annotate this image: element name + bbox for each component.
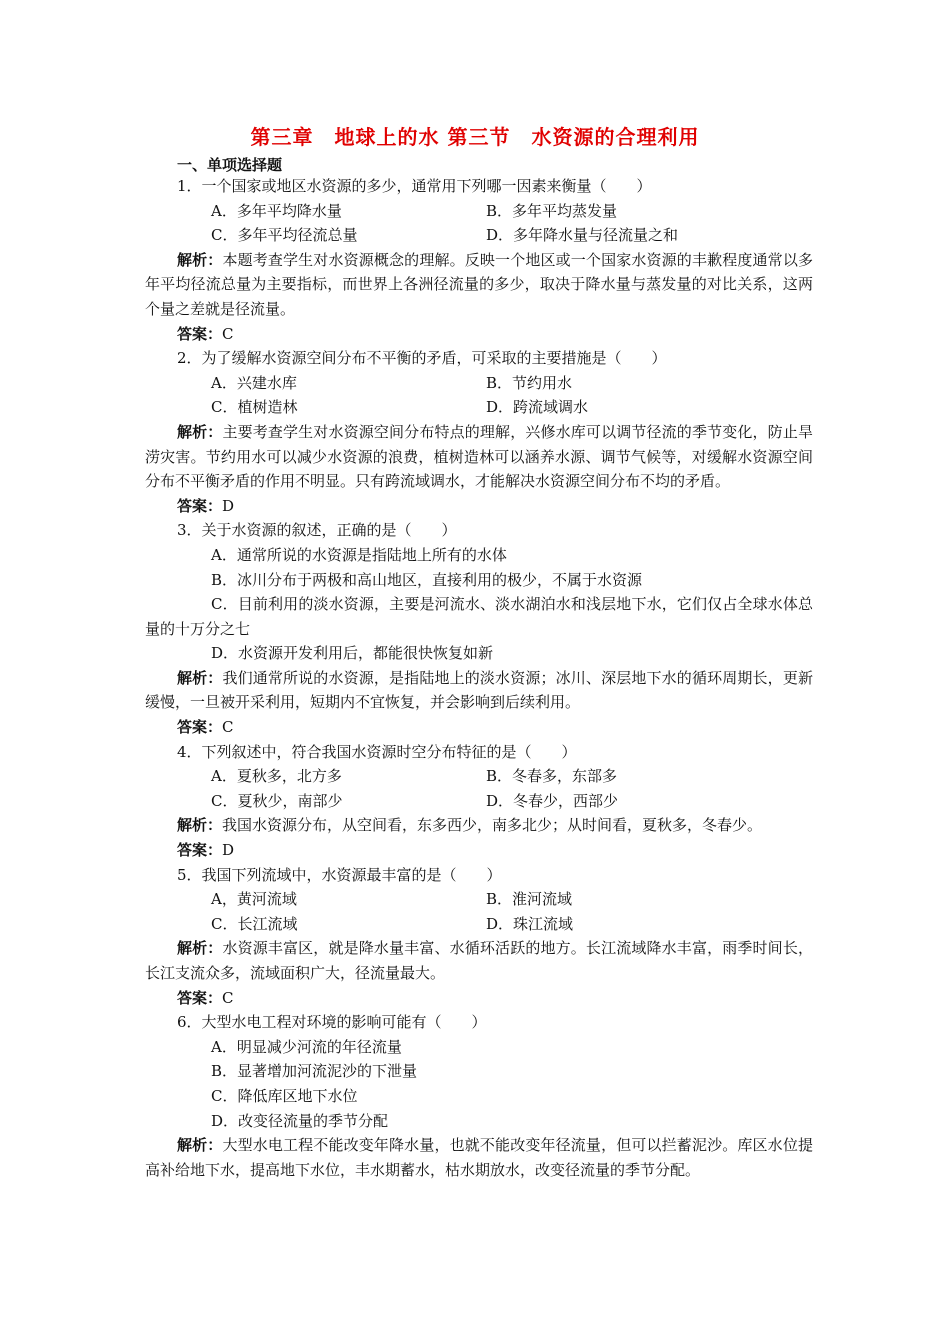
option-row (145, 887, 813, 912)
analysis (145, 666, 813, 715)
option: C．降低库区地下水位 (211, 1086, 358, 1105)
option: A．通常所说的水资源是指陆地上所有的水体 (211, 545, 507, 564)
answer (145, 986, 813, 1011)
analysis (145, 420, 813, 494)
option: D．改变径流量的季节分配 (211, 1111, 389, 1130)
analysis-label: 解析： (177, 668, 223, 687)
question-list (145, 174, 813, 1182)
option: A．夏秋多，北方多 (211, 767, 342, 786)
answer-label: 答案： (177, 988, 223, 1007)
question-stem: 4．下列叙述中，符合我国水资源时空分布特征的是（ ） (177, 742, 577, 761)
analysis-text: 大型水电工程不能改变年降水量，也就不能改变年径流量，但可以拦蓄泥沙。库区水位提高补给地下水，提高地下水位，丰水期蓄水，枯水期放水，改变径流量的季节分配。 (145, 1136, 813, 1179)
option: B．显著增加河流泥沙的下泄量 (211, 1062, 418, 1081)
analysis-text: 水资源丰富区，就是降水量丰富、水循环活跃的地方。长江流域降水丰富，雨季时间长，长江支流众多，流域面积广大，径流量最大。 (145, 939, 813, 982)
answer (145, 322, 813, 347)
option: B．冰川分布于两极和高山地区，直接利用的极少，不属于水资源 (211, 570, 643, 589)
question-stem: 2．为了缓解水资源空间分布不平衡的矛盾，可采取的主要措施是（ ） (177, 349, 667, 368)
analysis-label: 解析： (177, 939, 223, 958)
option-row (145, 371, 813, 396)
option: B．多年平均蒸发量 (486, 201, 618, 220)
option: D．多年降水量与径流量之和 (486, 226, 679, 245)
option: A．兴建水库 (211, 373, 297, 392)
option: D．跨流域调水 (486, 398, 589, 417)
answer (145, 494, 813, 519)
option: B．节约用水 (486, 373, 573, 392)
option: C．目前利用的淡水资源，主要是河流水、淡水湖泊水和浅层地下水，它们仅占全球水体总量的十万分之七 (145, 595, 813, 638)
analysis-label: 解析： (177, 250, 223, 269)
analysis-label: 解析： (177, 1136, 223, 1155)
option: C．多年平均径流总量 (211, 226, 358, 245)
option-row (145, 199, 813, 224)
analysis (145, 936, 813, 985)
answer-value: C (222, 718, 234, 737)
analysis-text: 主要考查学生对水资源空间分布特点的理解，兴修水库可以调节径流的季节变化，防止旱涝灾害。节约用水可以减少水资源的浪费，植树造林可以涵养水源、调节气候等，对缓解水资源空间分布不平衡矛盾的作用不明显。只有跨流域调水，才能解决水资源空间分布不均的矛盾。 (145, 422, 813, 491)
answer-label: 答案： (177, 324, 223, 343)
option-row (145, 912, 813, 937)
option: C．植树造林 (211, 398, 298, 417)
option: B．淮河流域 (486, 890, 573, 909)
option: D．冬春少，西部少 (486, 791, 619, 810)
option: A，黄河流域 (211, 890, 297, 909)
option-row (145, 764, 813, 789)
option: B．冬春多，东部多 (486, 767, 618, 786)
option-row (145, 789, 813, 814)
answer-label: 答案： (177, 718, 223, 737)
option: C．长江流域 (211, 914, 298, 933)
question-stem: 3．关于水资源的叙述，正确的是（ ） (177, 521, 457, 540)
analysis-text: 我国水资源分布，从空间看，东多西少，南多北少；从时间看，夏秋多，冬春少。 (222, 816, 763, 835)
analysis (145, 813, 813, 838)
option-row (145, 395, 813, 420)
option: C．夏秋少，南部少 (211, 791, 343, 810)
analysis-text: 我们通常所说的水资源，是指陆地上的淡水资源；冰川、深层地下水的循环周期长，更新缓慢，一旦被开采利用，短期内不宜恢复，并会影响到后续利用。 (145, 668, 813, 712)
answer-label: 答案： (177, 841, 223, 860)
option: A．明显减少河流的年径流量 (211, 1037, 402, 1056)
answer-value: D (222, 841, 235, 860)
question-stem: 6．大型水电工程对环境的影响可能有（ ） (177, 1013, 487, 1032)
answer-label: 答案： (177, 496, 223, 515)
analysis-text: 本题考查学生对水资源概念的理解。反映一个地区或一个国家水资源的丰歉程度通常以多年平均径流总量为主要指标，而世界上各洲径流量的多少，取决于降水量与蒸发量的对比关系，这两个量之差就是径流量。 (145, 250, 813, 318)
option: D．珠江流域 (486, 914, 574, 933)
option-row (145, 223, 813, 248)
answer-value: D (222, 496, 235, 515)
section-heading: 一、单项选择题 (177, 156, 283, 174)
analysis (145, 248, 813, 322)
answer (145, 838, 813, 863)
question-stem: 1．一个国家或地区水资源的多少，通常用下列哪一因素来衡量（ ） (177, 177, 652, 195)
option: D．水资源开发利用后，都能很快恢复如新 (211, 644, 494, 663)
answer-value: C (222, 988, 234, 1007)
answer-value: C (222, 324, 234, 343)
question-stem: 5．我国下列流域中，水资源最丰富的是（ ） (177, 865, 502, 884)
analysis-label: 解析： (177, 422, 223, 441)
analysis-label: 解析： (177, 816, 223, 835)
answer (145, 715, 813, 740)
option: A．多年平均降水量 (211, 201, 342, 220)
analysis (145, 1133, 813, 1182)
page-title: 第三章 地球上的水 第三节 水资源的合理利用 (250, 125, 700, 149)
